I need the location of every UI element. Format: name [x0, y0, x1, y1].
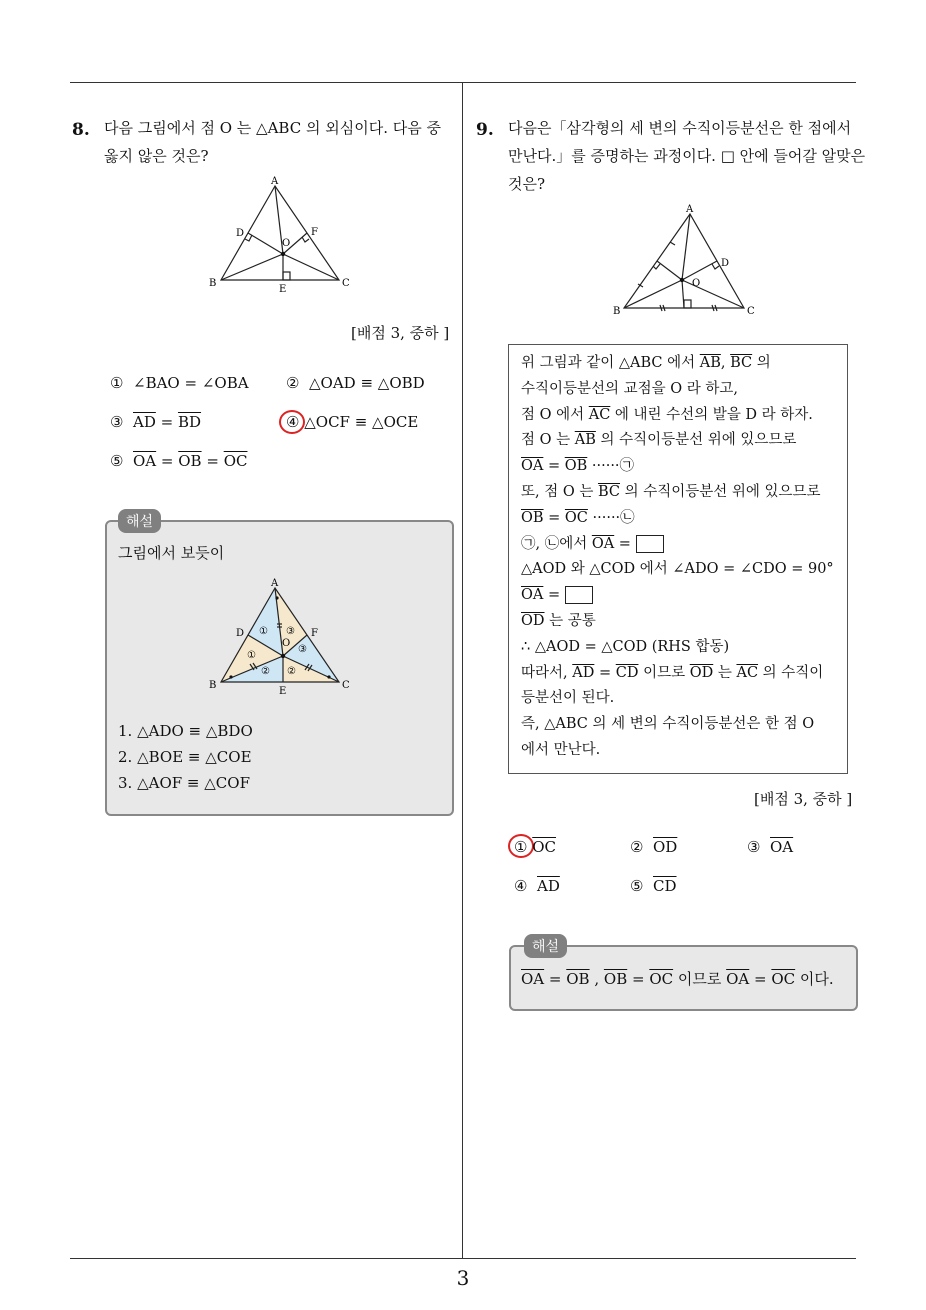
solution-text: = [627, 970, 650, 988]
proof-text: ㉠, ㉡에서 [521, 535, 592, 552]
option-text: $\overline{OD}$ [653, 838, 678, 856]
q9-solution-tag: 해설 [524, 934, 567, 958]
label-f: F [311, 628, 318, 639]
segment-label: $\overline{OB}$ [603, 970, 628, 988]
proof-text: 는 [713, 664, 737, 681]
proof-line [521, 454, 835, 480]
segment-label: $\overline{OB}$ [521, 509, 544, 526]
proof-line [521, 403, 835, 429]
proof-line [521, 351, 835, 377]
segment-label: $\overline{OC}$ [564, 509, 588, 526]
option-number: ③ [110, 413, 124, 431]
q8-solution-figure [205, 574, 355, 696]
q8-option-1[interactable] [110, 374, 249, 392]
label-o: O [282, 638, 291, 649]
proof-text: 따라서, [521, 664, 573, 681]
q9-option-1[interactable] [514, 838, 556, 856]
column-divider [462, 82, 463, 1258]
q9-option-2[interactable] [630, 838, 677, 856]
option-text: $\overline{AD}$ [537, 877, 560, 895]
segment-label: $\overline{AC}$ [588, 406, 611, 423]
proof-text: = [594, 664, 616, 681]
proof-text: 의 [752, 355, 771, 371]
region-label: ③ [298, 644, 307, 655]
q9-proof-box [508, 344, 848, 774]
proof-line [521, 480, 835, 506]
segment-label: $\overline{AB}$ [699, 355, 721, 371]
label-c: C [342, 278, 350, 289]
solution-text: 이다. [795, 970, 834, 988]
q8-solution-line2: 2. △BOE ≡ △COE [118, 748, 252, 766]
q9-figure [610, 200, 760, 322]
q8-text-line2: 옳지 않은 것은? [104, 147, 209, 165]
segment-label: $\overline{OA}$ [591, 535, 615, 552]
q8-option-3[interactable] [110, 413, 201, 431]
solution-text: = [544, 970, 567, 988]
label-a: A [271, 176, 279, 187]
option-text: △OCF ≡ △OCE [304, 413, 419, 431]
option-number: ④ [286, 413, 300, 431]
label-d: D [236, 228, 245, 239]
label-d: D [236, 628, 245, 639]
segment-label: $\overline{OA}$ [726, 970, 750, 988]
option-number: ② [286, 374, 300, 392]
label-o: O [692, 278, 701, 289]
q9-solution-text [521, 968, 834, 989]
label-b: B [209, 680, 217, 691]
proof-text: ······㉠ [587, 458, 635, 475]
proof-line: △AOD 와 △COD 에서 ∠ADO = ∠CDO = 90° [521, 561, 834, 578]
label-o: O [282, 238, 291, 249]
option-number: ③ [747, 838, 761, 856]
q8-solution-line1: 1. △ADO ≡ △BDO [118, 722, 253, 740]
proof-text: 점 O 는 [521, 432, 575, 449]
proof-line: 등분선이 된다. [521, 690, 615, 707]
option-text: $\overline{CD}$ [653, 877, 677, 895]
proof-text: 에 내린 수선의 발을 D 라 하자. [610, 406, 813, 423]
proof-text: 위 그림과 같이 △ABC 에서 [521, 355, 700, 371]
segment-label: $\overline{OA}$ [133, 452, 157, 470]
q9-text-line1: 다음은「삼각형의 세 변의 수직이등분선은 한 점에서 [508, 119, 852, 137]
proof-line [521, 609, 835, 635]
equals-sign: = [201, 452, 224, 470]
option-text: $\overline{OA}$ [770, 838, 794, 856]
region-label: ② [287, 666, 296, 677]
solution-text: = [749, 970, 772, 988]
segment-label: $\overline{AB}$ [574, 432, 596, 449]
q9-text-line3: 것은? [508, 175, 546, 193]
label-c: C [342, 680, 350, 691]
segment-label: $\overline{BC}$ [597, 483, 620, 500]
proof-text: 또, 점 O 는 [521, 483, 598, 500]
segment-label: $\overline{OC}$ [649, 970, 674, 988]
segment-label: $\overline{BC}$ [730, 355, 753, 371]
q9-option-4[interactable] [514, 877, 560, 895]
proof-line [521, 661, 835, 687]
option-text: △OAD ≡ △OBD [309, 374, 425, 392]
proof-line [521, 583, 835, 609]
segment-label: $\overline{OB}$ [564, 458, 588, 475]
segment-label: $\overline{CD}$ [615, 664, 639, 681]
proof-text: 이므로 [638, 664, 690, 681]
proof-text: 점 O 에서 [521, 406, 589, 423]
segment-label: $\overline{BD}$ [177, 413, 202, 431]
segment-do [248, 233, 283, 254]
label-b: B [613, 306, 621, 317]
segment-label: $\overline{OB}$ [566, 970, 590, 988]
label-b: B [209, 278, 217, 289]
segment-label: $\overline{AD}$ [133, 413, 156, 431]
proof-text: = [543, 458, 565, 475]
proof-text: 는 공통 [544, 612, 596, 629]
region-label: ① [259, 626, 268, 637]
option-number: ① [110, 374, 124, 392]
proof-line: ∴ △AOD = △COD (RHS 합동) [521, 638, 730, 655]
region-label: ② [261, 666, 270, 677]
segment-label: $\overline{OD}$ [689, 664, 714, 681]
q9-number: 9. [476, 120, 494, 140]
q8-number: 8. [72, 120, 90, 140]
label-a: A [686, 204, 694, 215]
proof-text: = [543, 509, 565, 526]
right-angle-f [302, 237, 309, 242]
proof-text: = [614, 535, 636, 552]
option-number: ② [630, 838, 644, 856]
segment-label: $\overline{OA}$ [521, 587, 544, 604]
segment-label: $\overline{AD}$ [572, 664, 595, 681]
option-number: ⑤ [110, 452, 124, 470]
solution-text: 이므로 [673, 970, 727, 988]
segment-label: $\overline{OC}$ [223, 452, 248, 470]
segment-label: $\overline{OB}$ [178, 452, 202, 470]
segment-label: $\overline{AC}$ [736, 664, 759, 681]
option-text: $\overline{OC}$ [532, 838, 557, 856]
q9-score-info: [배점 3, 중하 ] [754, 790, 853, 808]
q9-text [508, 114, 865, 198]
label-d: D [721, 258, 730, 269]
proof-text: ······㉡ [587, 509, 635, 526]
proof-text: 의 수직이등분선 위에 있으므로 [620, 483, 821, 500]
option-number: ④ [514, 877, 528, 895]
equals-sign: = [155, 413, 178, 431]
segment-label: $\overline{OA}$ [521, 458, 544, 475]
segment-label: $\overline{OC}$ [771, 970, 796, 988]
label-c: C [747, 306, 755, 317]
equals-sign: = [156, 452, 179, 470]
q8-score-info: [배점 3, 중하 ] [351, 324, 450, 342]
label-f: F [311, 227, 318, 238]
answer-blank-box[interactable] [565, 586, 593, 604]
label-a: A [271, 578, 279, 589]
q8-solution-line3: 3. △AOF ≡ △COF [118, 774, 250, 792]
q8-solution-intro: 그림에서 보듯이 [118, 544, 225, 562]
right-angle-e [283, 272, 290, 280]
q8-option-2[interactable] [286, 374, 425, 392]
answer-blank-box[interactable] [636, 535, 664, 553]
q8-option-4[interactable] [286, 413, 418, 431]
option-number: ① [514, 838, 528, 856]
solution-text: , [589, 970, 604, 988]
q9-option-3[interactable] [747, 838, 793, 856]
q8-solution-tag: 해설 [118, 509, 161, 533]
q8-figure [205, 172, 355, 294]
page-number: 3 [456, 1266, 470, 1290]
point-o [281, 252, 285, 256]
label-e: E [279, 284, 287, 294]
q8-option-5[interactable] [110, 452, 247, 470]
segment-label: $\overline{OA}$ [521, 970, 545, 988]
top-rule [70, 82, 856, 83]
q8-text [104, 114, 441, 170]
proof-line: 수직이등분선의 교점을 O 라 하고, [521, 380, 739, 397]
segment-label: $\overline{OD}$ [521, 612, 545, 629]
option-text: ∠BAO = ∠OBA [133, 374, 249, 392]
region-label: ③ [286, 626, 295, 637]
segment-bo [221, 254, 283, 280]
proof-text: , [720, 355, 731, 371]
proof-line: 즉, △ABC 의 세 변의 수직이등분선은 한 점 O [521, 716, 815, 733]
proof-line [521, 428, 835, 454]
q9-text-line2: 만난다.」를 증명하는 과정이다. □ 안에 들어갈 알맞은 [508, 147, 866, 165]
label-e: E [279, 686, 287, 696]
proof-line [521, 506, 835, 532]
bottom-rule [70, 1258, 856, 1259]
proof-line: 에서 만난다. [521, 741, 601, 758]
proof-line [521, 532, 835, 558]
q9-option-5[interactable] [630, 877, 677, 895]
region-label: ① [247, 650, 256, 661]
proof-text: = [543, 587, 565, 604]
proof-text: 의 수직이 [758, 664, 824, 681]
proof-text: 의 수직이등분선 위에 있으므로 [595, 432, 797, 449]
q8-text-line1: 다음 그림에서 점 O 는 △ABC 의 외심이다. 다음 중 [104, 119, 441, 137]
option-number: ⑤ [630, 877, 644, 895]
